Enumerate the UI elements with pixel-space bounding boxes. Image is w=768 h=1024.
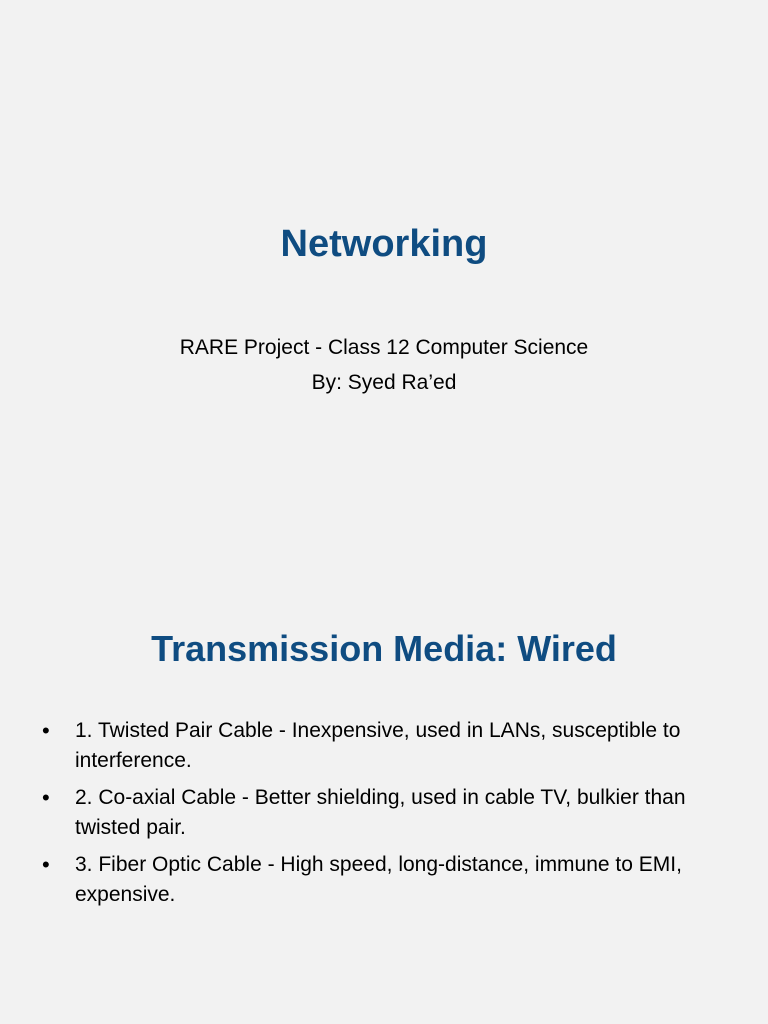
slide-title: Transmission Media: Wired [151,628,617,669]
bullet-item [42,783,722,843]
slide-subtitle-author: By: Syed Ra’ed [311,371,457,394]
bullet-item [42,716,722,776]
bullet-text: 2. Co-axial Cable - Better shielding, used in cable TV, bulkier than twisted pair. [75,786,686,839]
bullet-icon: • [42,718,50,743]
bullet-list [42,716,722,917]
bullet-text: 1. Twisted Pair Cable - Inexpensive, used in LANs, susceptible to interference. [75,719,681,772]
bullet-item [42,850,722,910]
slide-subtitle-project: RARE Project - Class 12 Computer Science [179,336,589,359]
bullet-text: 3. Fiber Optic Cable - High speed, long-distance, immune to EMI, expensive. [75,853,682,906]
bullet-icon: • [42,785,50,810]
slide-title: Networking [280,223,488,265]
bullet-icon: • [42,852,50,877]
content-slide [0,512,768,1024]
